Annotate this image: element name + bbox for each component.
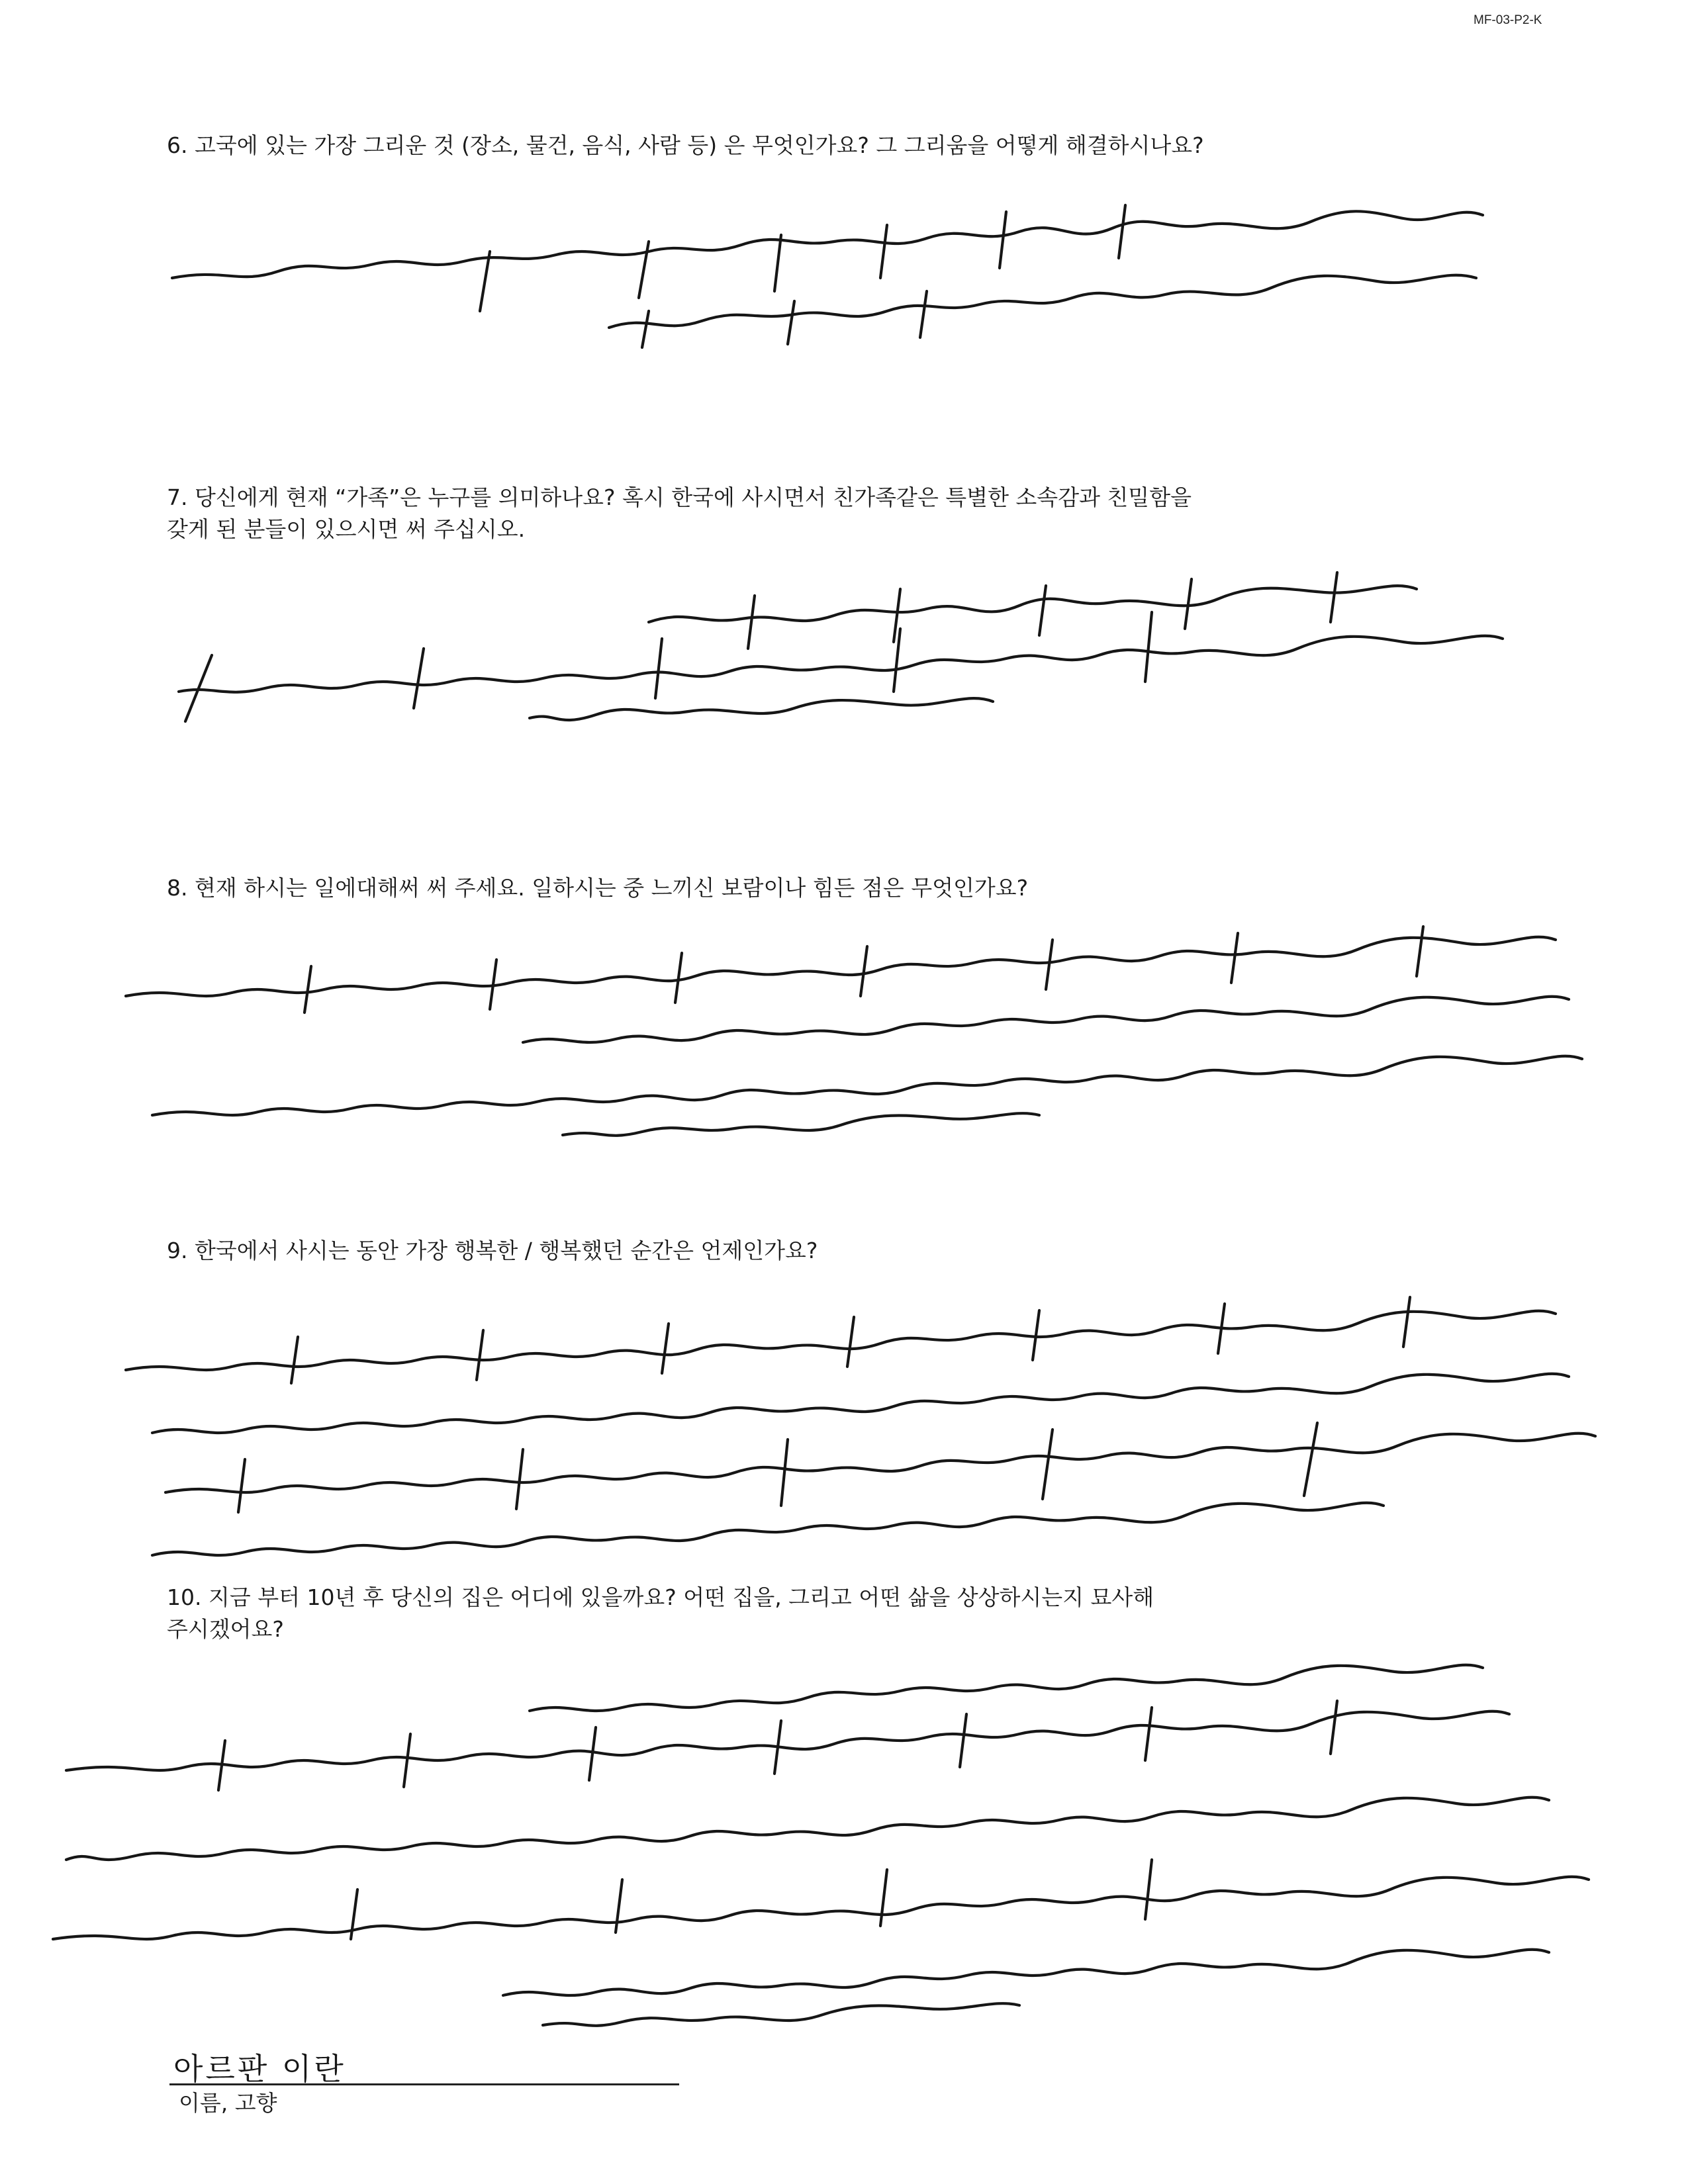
handwriting-stroke [649,586,1417,622]
handwriting-stroke [179,636,1503,692]
handwriting-stroke [126,937,1556,996]
handwritten-answer-7 [159,549,1549,741]
handwriting-stroke [748,572,1337,649]
handwriting-stroke [305,927,1423,1013]
handwriting-stroke [642,291,927,347]
handwriting-stroke [503,1950,1549,1995]
handwriting-stroke [152,1056,1582,1115]
handwriting-stroke [480,205,1125,311]
question-7-line2: 갖게 된 분들이 있으시면 써 주십시오. [167,516,526,542]
handwriting-stroke [66,1797,1549,1860]
handwritten-name: 아르판 이란 [173,2051,346,2087]
handwriting-stroke [165,1433,1595,1492]
handwritten-answer-10 [26,1641,1642,2052]
question-6: 6. 고국에 있는 가장 그리운 것 (장소, 물건, 음식, 사람 등) 은 무엇인가요? 그 그리움을 어떻게 해결하시나요? [167,132,1204,158]
signature-label: 이름, 고향 [179,2090,277,2116]
form-code: MF-03-P2-K [1474,13,1542,27]
question-8: 8. 현재 하시는 일에대해써 써 주세요. 일하시는 중 느끼신 보람이나 힘든 점은 무엇인가요? [167,875,1029,901]
question-9: 9. 한국에서 사시는 동안 가장 행복한 / 행복했던 순간은 언제인가요? [167,1238,818,1263]
handwriting-stroke [291,1297,1410,1383]
signature-line [169,2083,679,2085]
question-10-line1: 10. 지금 부터 10년 후 당신의 집은 어디에 있을까요? 어떤 집을, 그리고 어떤 삶을 상상하시는지 묘사해 [167,1584,1154,1610]
handwriting-stroke [609,275,1476,328]
handwriting-stroke [126,1311,1556,1370]
handwriting-stroke [53,1877,1589,1939]
handwriting-stroke [563,1113,1039,1136]
handwriting-stroke [185,612,1152,721]
question-7-line1: 7. 당신에게 현재 “가족”은 누구를 의미하나요? 혹시 한국에 사시면서 친가족같은 특별한 소속감과 친밀함을 [167,484,1192,510]
handwritten-answer-6 [146,179,1536,351]
handwriting-stroke [523,997,1569,1042]
handwriting-stroke [172,211,1483,278]
handwriting-stroke [530,1665,1483,1711]
handwriting-stroke [218,1701,1337,1790]
handwriting-stroke [152,1374,1569,1433]
handwriting-stroke [530,698,993,720]
handwriting-stroke [543,2003,1019,2026]
handwritten-answer-9 [60,1284,1622,1582]
handwritten-answer-8 [99,913,1609,1152]
question-10-line2: 주시겠어요? [167,1616,284,1642]
handwriting-stroke [152,1503,1383,1555]
handwriting-stroke [66,1711,1509,1770]
